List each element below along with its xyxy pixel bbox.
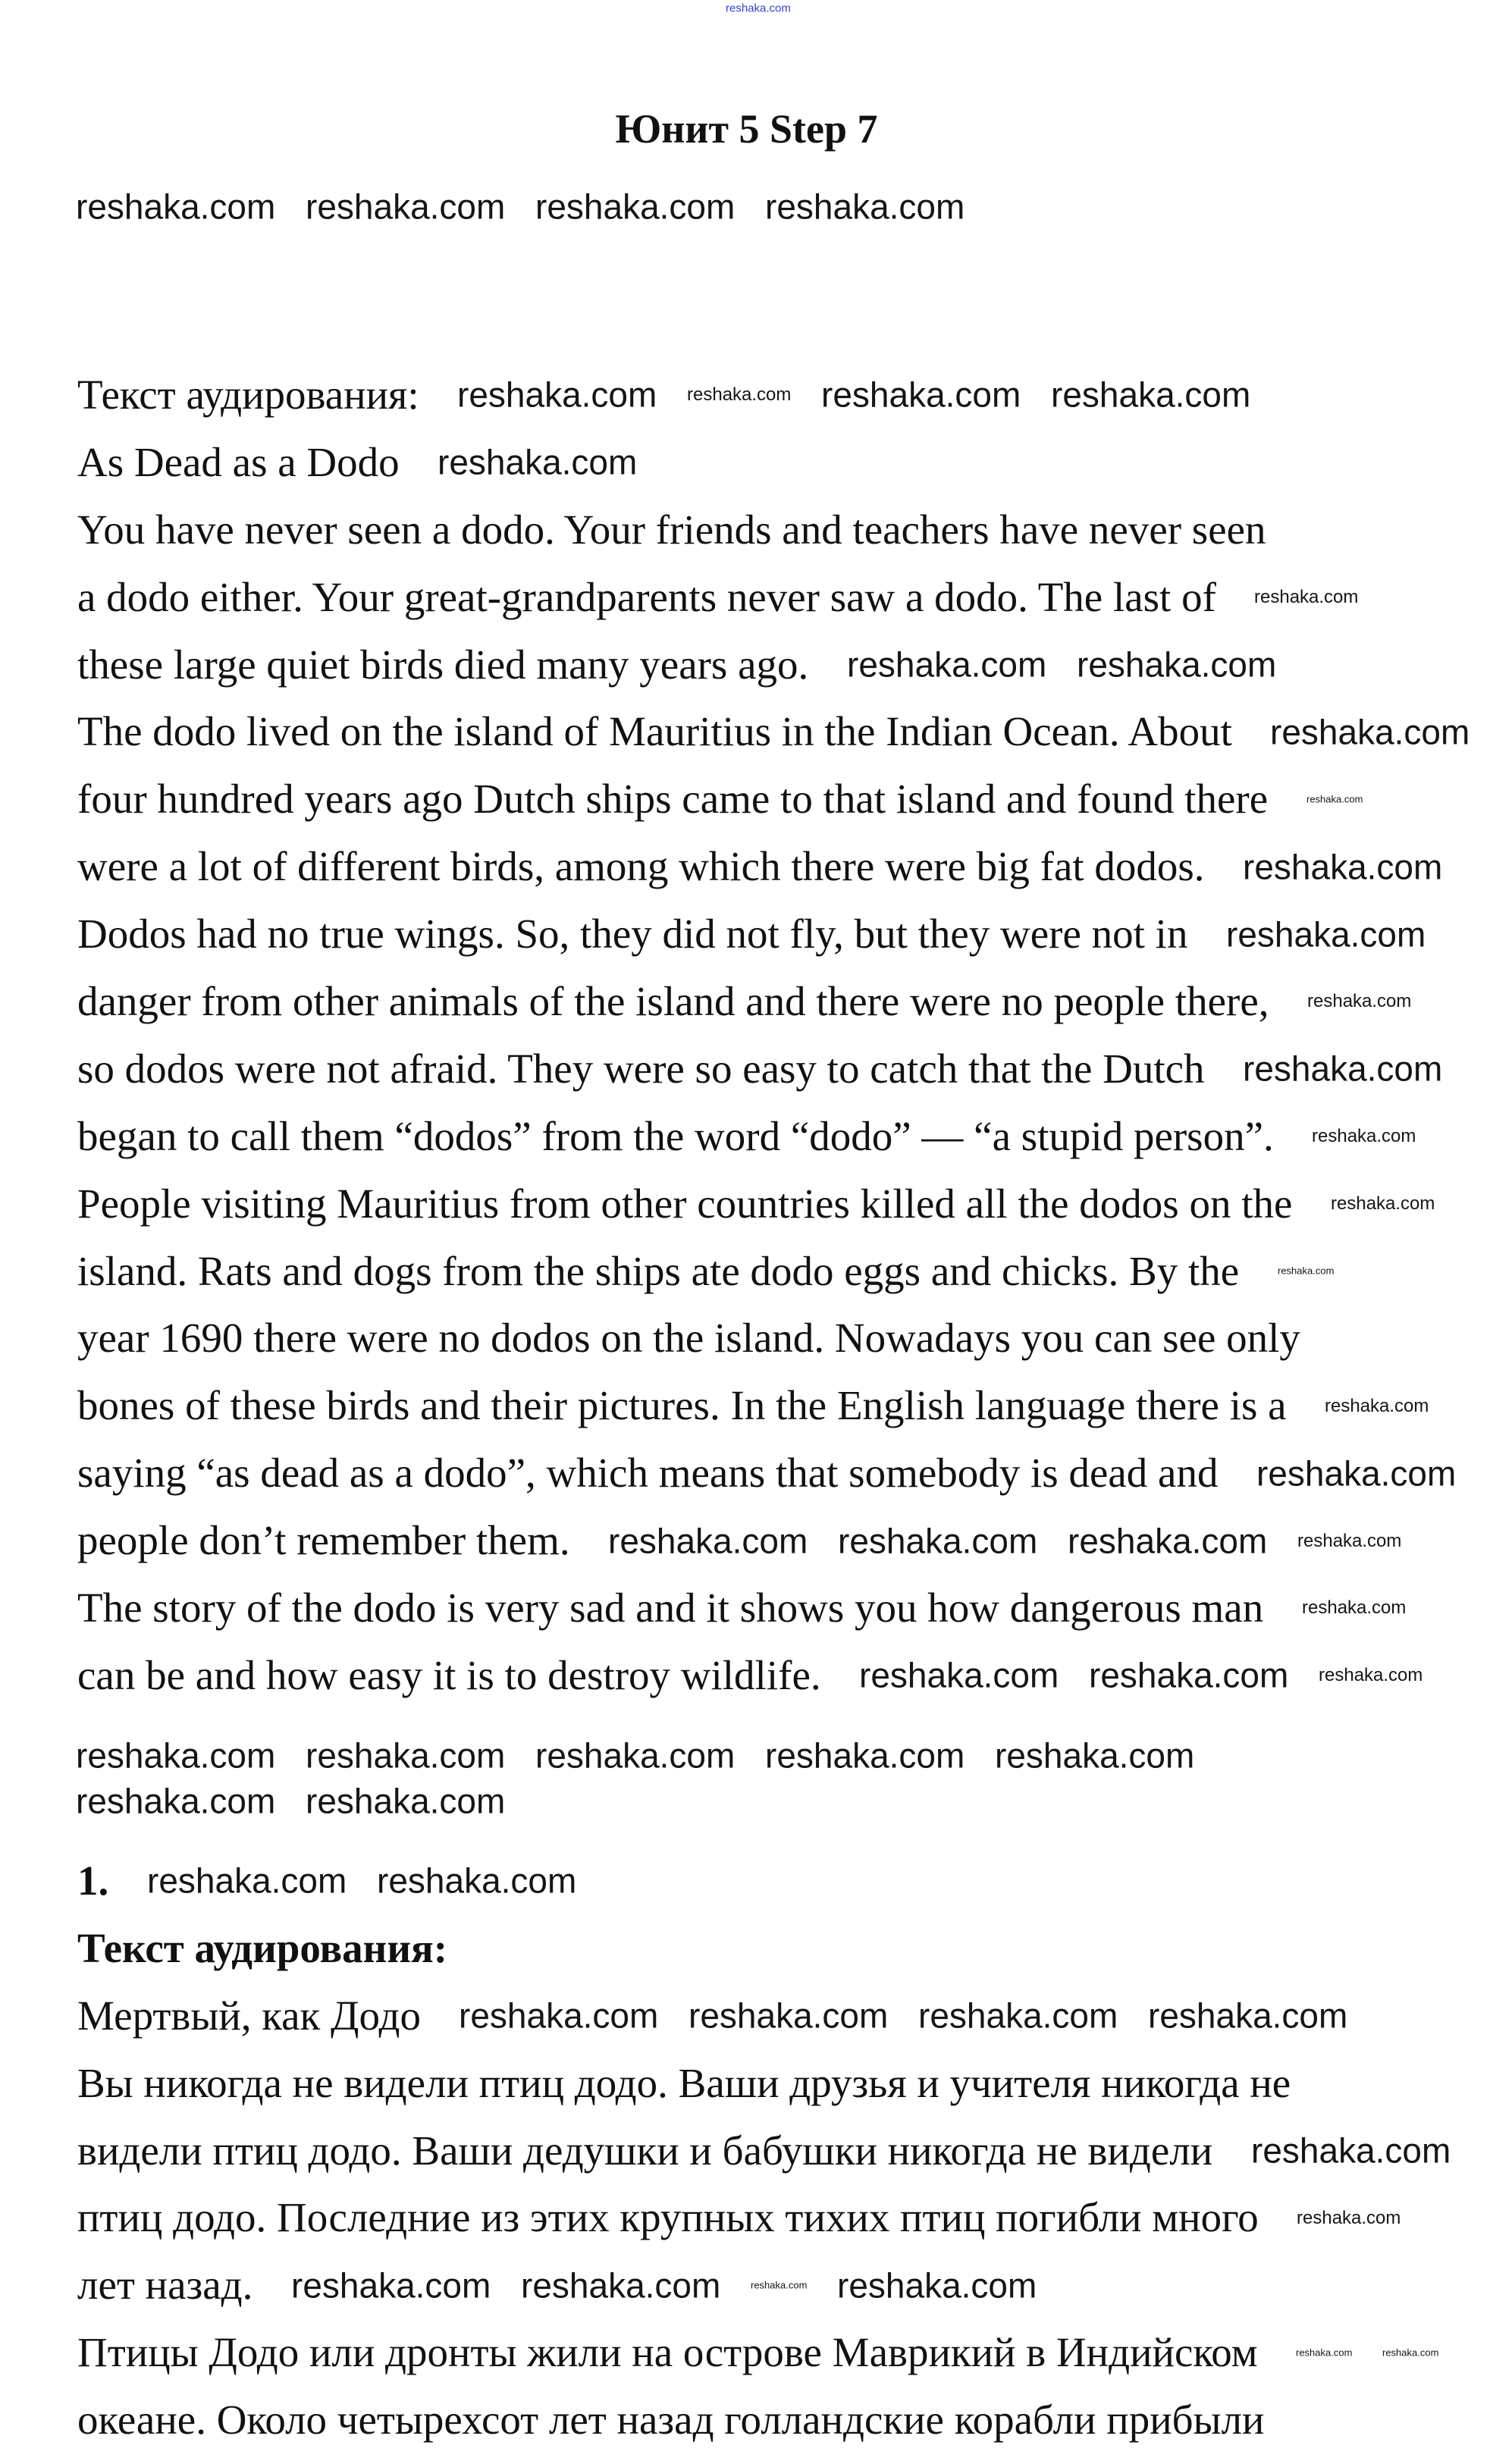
text-line: danger from other animals of the island and there were no people there, (77, 978, 1269, 1025)
watermark: reshaka.com (1068, 1521, 1268, 1561)
watermark: reshaka.com (821, 375, 1021, 415)
text-line: so dodos were not afraid. They were so easy to catch that the Dutch (77, 1045, 1205, 1092)
watermark: reshaka.com (306, 187, 506, 227)
watermark: reshaka.com (535, 187, 736, 227)
english-text-block (77, 362, 1300, 1710)
text-line: птиц додо. Последние из этих крупных тихих птиц погибли много (77, 2194, 1259, 2241)
watermark: reshaka.com (1297, 1531, 1402, 1552)
text-line: four hundred years ago Dutch ships came to that island and found there (77, 776, 1269, 823)
text-line: Птицы Додо или дронты жили на острове Маврикий в Индийском (77, 2329, 1258, 2376)
watermark: reshaka.com (459, 1995, 659, 2036)
watermark: reshaka.com (1226, 914, 1426, 955)
text-line: island. Rats and dogs from the ships ate dodo eggs and chicks. By the (77, 1247, 1240, 1294)
watermark: reshaka.com (1319, 1665, 1423, 1686)
watermark: reshaka.com (1243, 1049, 1443, 1089)
watermark: reshaka.com (377, 1861, 577, 1901)
watermark: reshaka.com (76, 1781, 276, 1821)
text-line: Dodos had no true wings. So, they did not fly, but they were not in (77, 911, 1188, 958)
watermark: reshaka.com (76, 187, 276, 227)
text-line: лет назад. (77, 2262, 253, 2309)
watermark: reshaka.com (1148, 1995, 1348, 2036)
watermark: reshaka.com (1051, 375, 1251, 415)
watermark: reshaka.com (1302, 1597, 1407, 1619)
watermark: reshaka.com (1306, 793, 1363, 805)
watermark: reshaka.com (291, 2265, 491, 2306)
watermark: reshaka.com (1278, 1265, 1335, 1277)
text-line: these large quiet birds died many years ago. (77, 641, 809, 688)
watermark: reshaka.com (608, 1521, 808, 1561)
watermark: reshaka.com (1331, 1193, 1435, 1215)
watermark: reshaka.com (535, 1735, 736, 1776)
watermark: reshaka.com (76, 1735, 276, 1776)
watermark: reshaka.com (306, 1735, 506, 1776)
page-title: Юнит 5 Step 7 (615, 106, 878, 152)
russian-heading: Текст аудирования: (77, 1924, 448, 1971)
text-line: Мертвый, как Додо (77, 1992, 421, 2039)
watermark: reshaka.com (1325, 1396, 1429, 1417)
text-line: bones of these birds and their pictures. In the English language there is a (77, 1382, 1287, 1429)
watermark: reshaka.com (751, 2279, 808, 2291)
watermark: reshaka.com (1382, 2346, 1439, 2359)
watermark: reshaka.com (837, 2265, 1037, 2306)
watermark: reshaka.com (687, 384, 792, 406)
text-line: видели птиц додо. Ваши дедушки и бабушки никогда не видели (77, 2127, 1213, 2174)
watermark: reshaka.com (438, 442, 638, 482)
text-line: a dodo either. Your great-grandparents never saw a dodo. The last of (77, 573, 1216, 620)
english-heading: Текст аудирования: (77, 371, 419, 418)
watermark: reshaka.com (1312, 1126, 1416, 1147)
watermark: reshaka.com (457, 375, 657, 415)
watermark: reshaka.com (1243, 847, 1443, 887)
watermark: reshaka.com (859, 1655, 1059, 1695)
russian-text-block (77, 1848, 1291, 2454)
text-line: year 1690 there were no dodos on the island. Nowadays you can see only (77, 1315, 1300, 1362)
watermark: reshaka.com (521, 2265, 721, 2306)
watermark: reshaka.com (838, 1521, 1038, 1561)
watermark: reshaka.com (1307, 991, 1412, 1012)
text-line: People visiting Mauritius from other countries killed all the dodos on the (77, 1180, 1293, 1227)
text-line: океане. Около четырехсот лет назад голландские корабли прибыли (77, 2397, 1265, 2444)
watermark: reshaka.com (847, 644, 1047, 685)
watermark: reshaka.com (688, 1995, 889, 2036)
text-line: were a lot of different birds, among which there were big fat dodos. (77, 843, 1205, 890)
text-line: saying “as dead as a dodo”, which means that somebody is dead and (77, 1450, 1219, 1497)
text-line: Вы никогда не видели птиц додо. Ваши друзья и учителя никогда не (77, 2059, 1291, 2106)
watermark: reshaka.com (147, 1861, 347, 1901)
watermark: reshaka.com (995, 1735, 1195, 1776)
watermark-top-link[interactable]: reshaka.com (726, 2, 791, 15)
text-line: people don’t remember them. (77, 1517, 570, 1564)
watermark: reshaka.com (1089, 1655, 1289, 1695)
watermark: reshaka.com (1297, 2208, 1401, 2229)
watermark: reshaka.com (1270, 712, 1470, 752)
text-line: You have never seen a dodo. Your friends and teachers have never seen (77, 506, 1266, 553)
watermark: reshaka.com (1256, 1453, 1457, 1494)
answer-number: 1. (77, 1857, 109, 1904)
watermark: reshaka.com (306, 1781, 506, 1821)
watermark: reshaka.com (918, 1995, 1118, 2036)
text-line: As Dead as a Dodo (77, 438, 400, 485)
watermark: reshaka.com (1254, 587, 1359, 608)
text-line: can be and how easy it is to destroy wildlife. (77, 1651, 821, 1698)
watermark: reshaka.com (765, 1735, 965, 1776)
text-line: began to call them “dodos” from the word “dodo” — “a stupid person”. (77, 1112, 1274, 1159)
text-line: The story of the dodo is very sad and it shows you how dangerous man (77, 1585, 1264, 1632)
watermark: reshaka.com (1077, 644, 1277, 685)
text-line: The dodo lived on the island of Mauritius in the Indian Ocean. About (77, 708, 1232, 755)
watermark: reshaka.com (765, 187, 965, 227)
watermark: reshaka.com (1296, 2346, 1353, 2359)
watermark: reshaka.com (1251, 2130, 1451, 2171)
